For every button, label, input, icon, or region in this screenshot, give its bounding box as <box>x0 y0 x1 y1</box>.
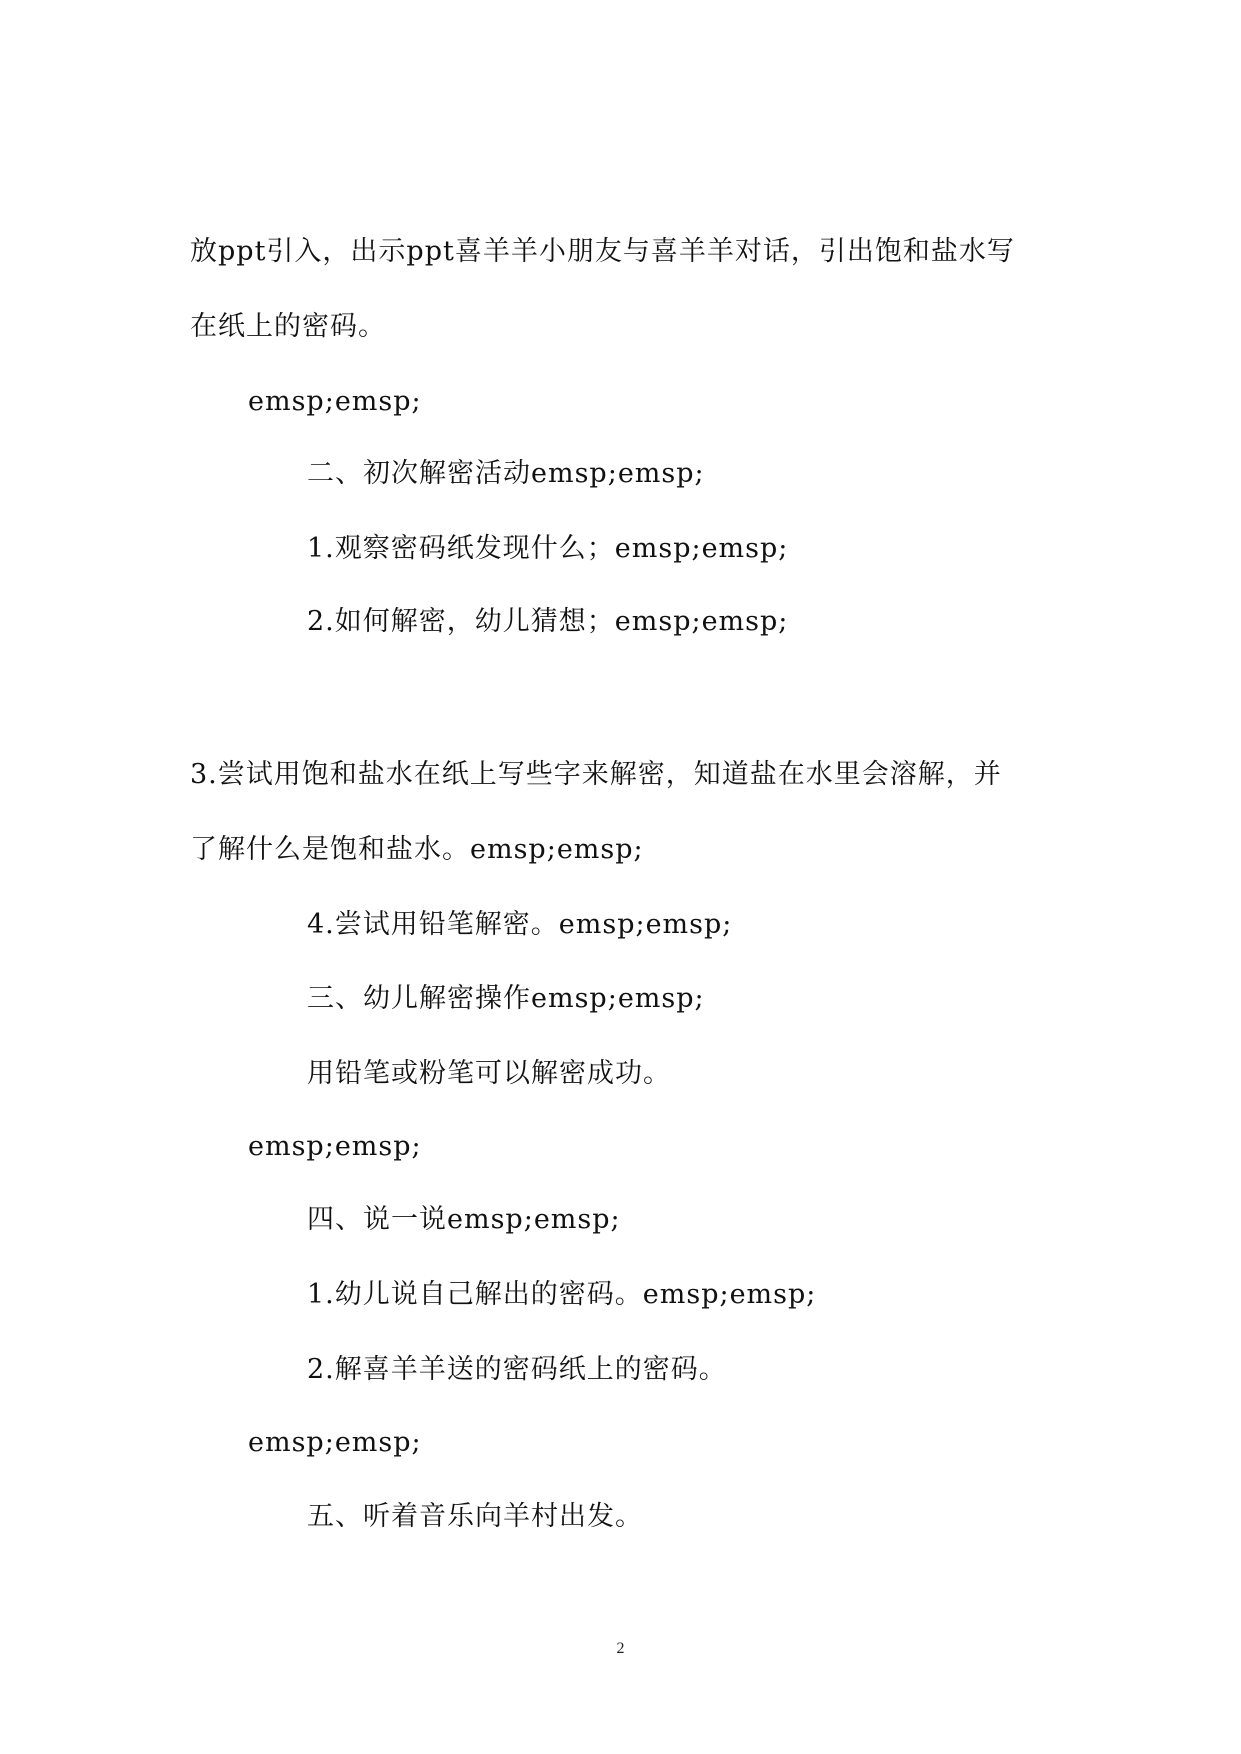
body-text-line: emsp;emsp; <box>248 1427 422 1458</box>
body-text-line: emsp;emsp; <box>248 386 422 417</box>
section-heading: 二、初次解密活动emsp;emsp; <box>307 458 705 489</box>
list-item: 2.如何解密，幼儿猜想；emsp;emsp; <box>307 606 789 637</box>
body-text-line: 用铅笔或粉笔可以解密成功。 <box>307 1058 671 1089</box>
body-text-line: emsp;emsp; <box>248 1131 422 1162</box>
body-text-line: 在纸上的密码。 <box>190 311 386 342</box>
list-item: 2.解喜羊羊送的密码纸上的密码。 <box>307 1354 727 1385</box>
section-heading: 三、幼儿解密操作emsp;emsp; <box>307 983 705 1014</box>
body-text-line: 了解什么是饱和盐水。emsp;emsp; <box>190 834 644 865</box>
list-item: 1.观察密码纸发现什么；emsp;emsp; <box>307 533 789 564</box>
section-heading: 五、听着音乐向羊村出发。 <box>307 1501 643 1532</box>
list-item: 1.幼儿说自己解出的密码。emsp;emsp; <box>307 1279 817 1310</box>
page-number: 2 <box>616 1640 625 1657</box>
list-item: 3.尝试用饱和盐水在纸上写些字来解密，知道盐在水里会溶解，并 <box>190 759 1002 790</box>
section-heading: 四、说一说emsp;emsp; <box>307 1204 621 1235</box>
list-item: 4.尝试用铅笔解密。emsp;emsp; <box>307 909 733 940</box>
body-text-line: 放ppt引入，出示ppt喜羊羊小朋友与喜羊羊对话，引出饱和盐水写 <box>190 236 1015 267</box>
